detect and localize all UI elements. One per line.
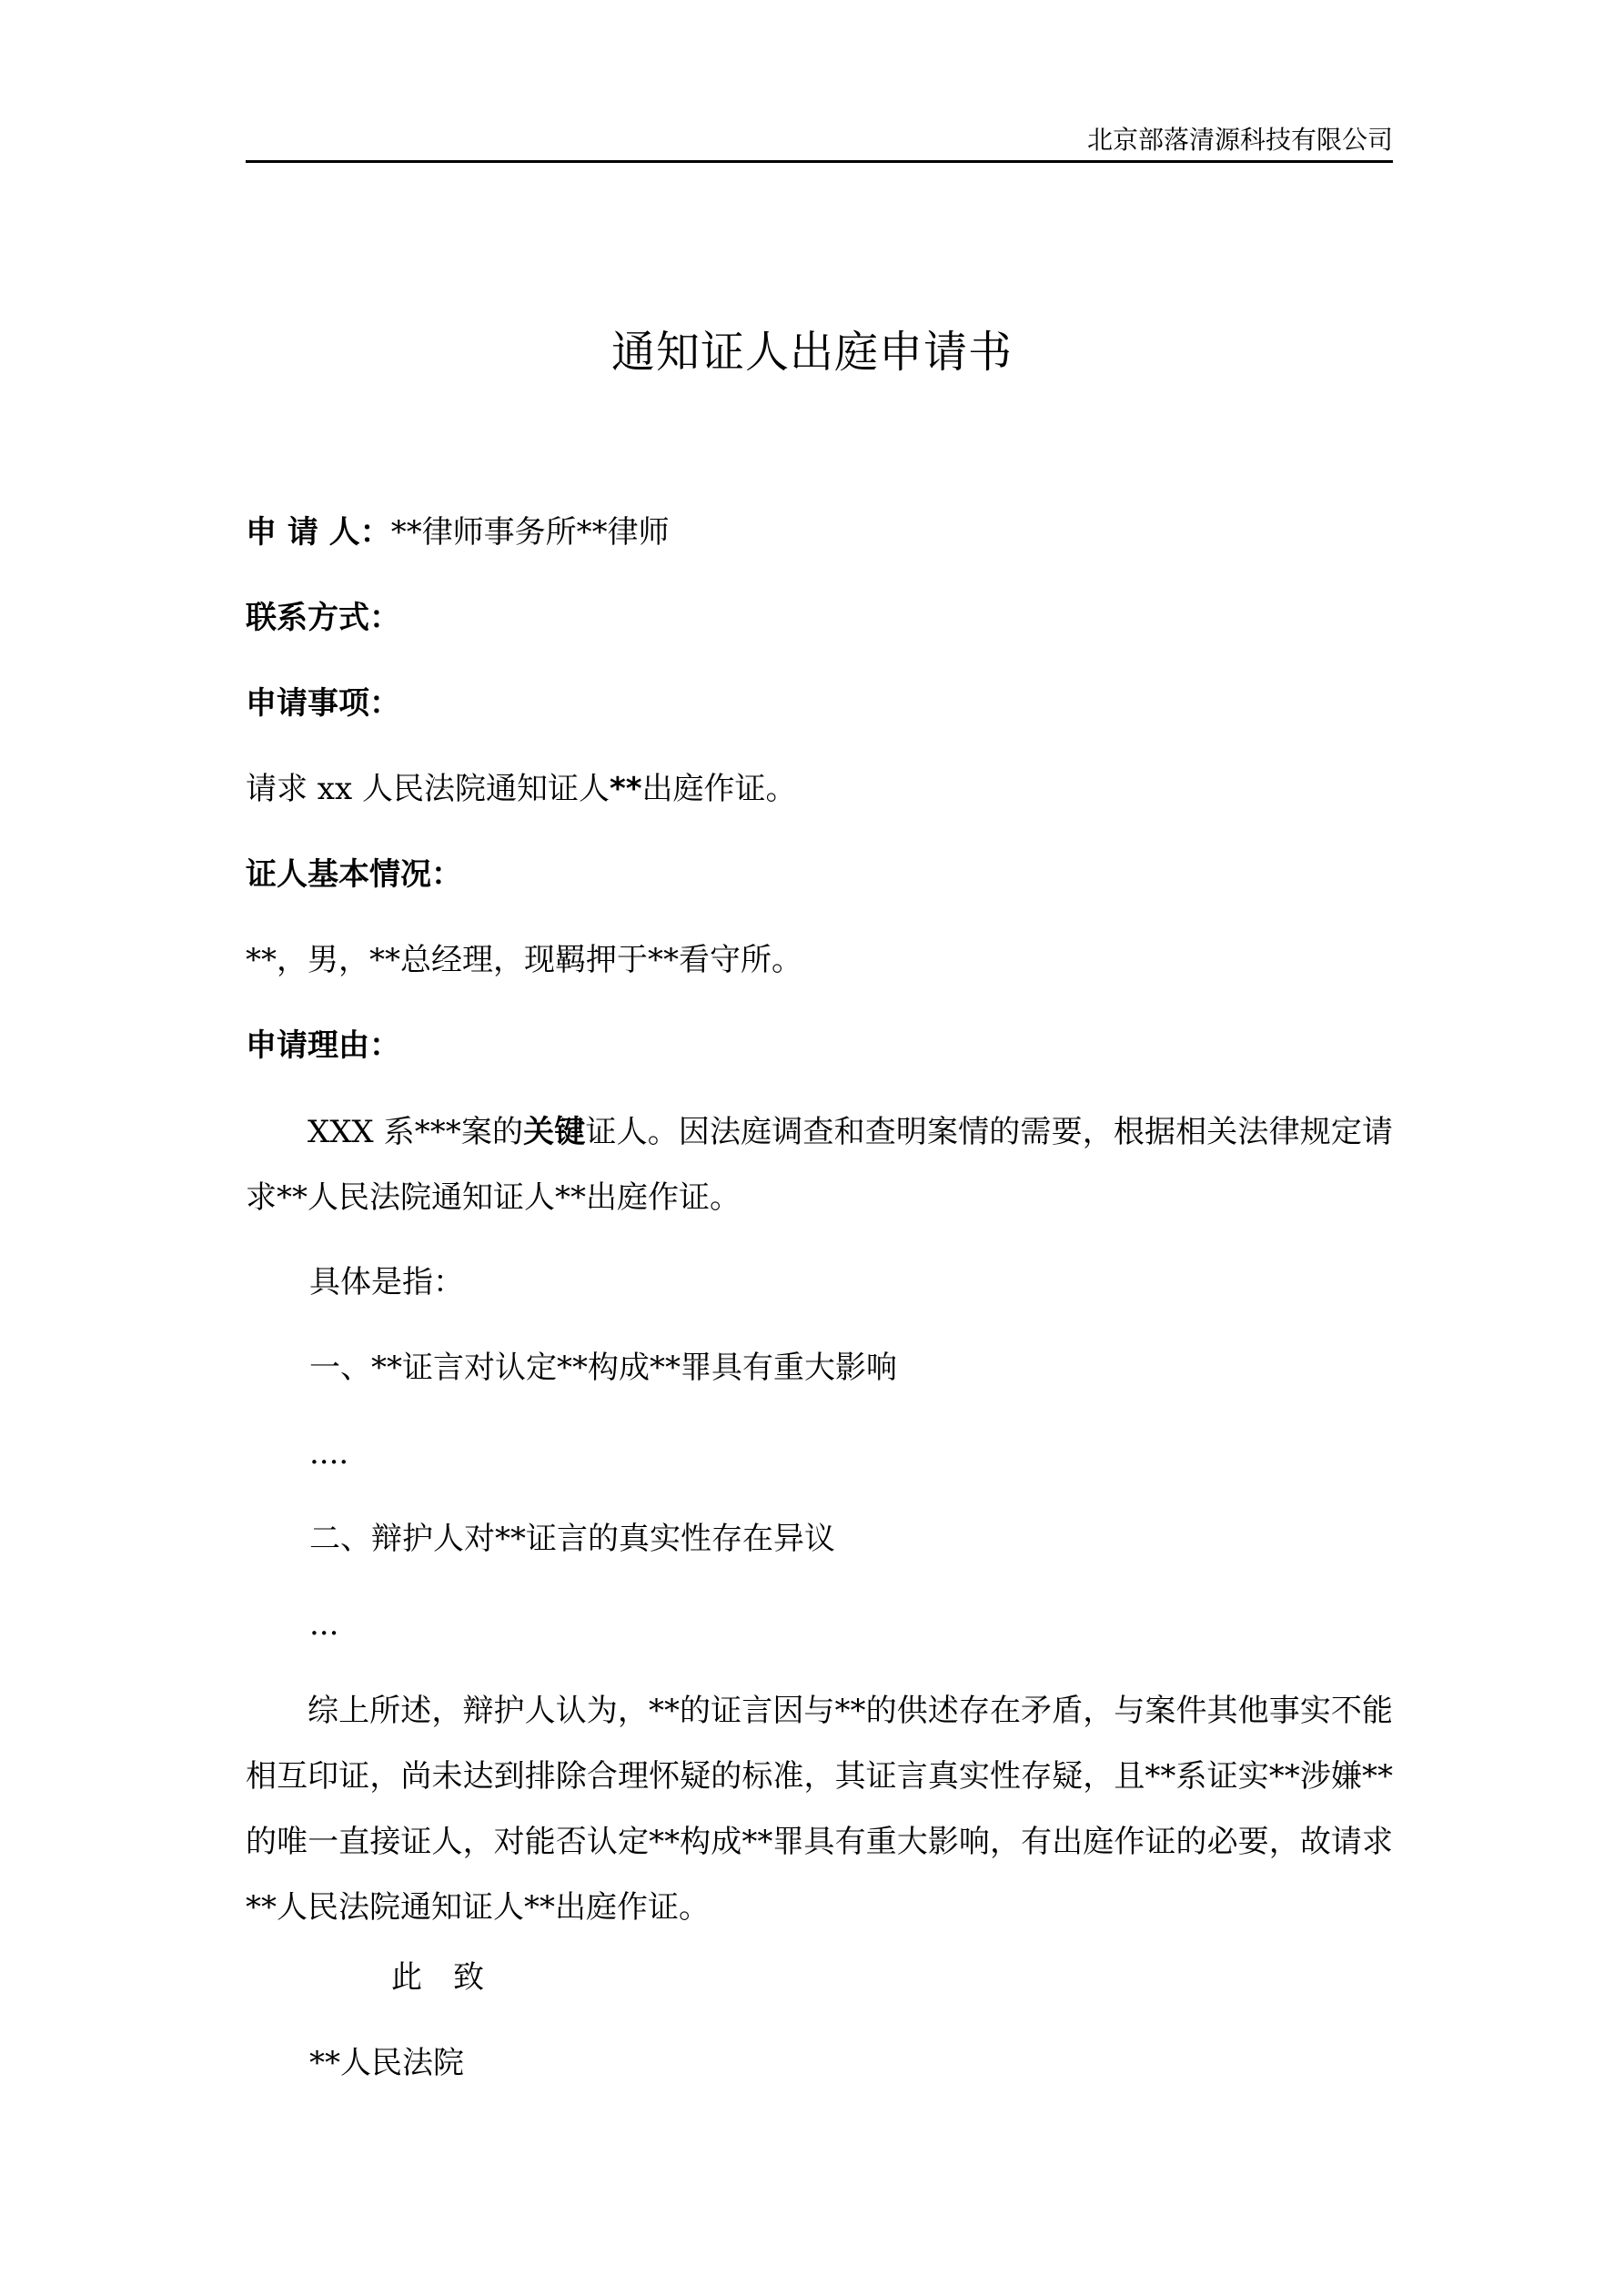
reason-point-1: 一、**证言对认定**构成**罪具有重大影响 (309, 1350, 897, 1386)
witness-text: **，男，**总经理，现羁押于**看守所。 (246, 942, 802, 978)
contact-label: 联系方式： (246, 600, 400, 636)
reason-ellipsis-1: .... (309, 1435, 349, 1472)
closing-recipient: **人民法院 (309, 2045, 464, 2081)
header-company-name: 北京部落清源科技有限公司 (1086, 125, 1393, 155)
reason-p1-suffix: 证人。因法庭调查和查明案情的需要，根据相关法律规定请求**人民法院通知证人**出庭作证。 (246, 1114, 1393, 1216)
reason-p1-bold: 关键 (523, 1114, 586, 1150)
reason-point-2: 二、辩护人对**证言的真实性存在异议 (309, 1521, 835, 1557)
witness-label: 证人基本情况： (246, 856, 462, 893)
reason-specifically: 具体是指： (309, 1264, 464, 1300)
closing-salutation: 此 致 (391, 1959, 484, 1996)
applicant-label: 申 请 人： (246, 514, 391, 551)
reason-label: 申请理由： (246, 1027, 400, 1064)
reason-p1-prefix: XXX 系***案的 (308, 1114, 524, 1150)
applicant-value: **律师事务所**律师 (390, 514, 670, 551)
matter-text (246, 771, 797, 807)
reason-ellipsis-2: ... (309, 1606, 339, 1643)
header-divider (246, 160, 1393, 163)
document-title: 通知证人出庭申请书 (610, 327, 1013, 378)
applicant-line (246, 514, 670, 551)
matter-text-prefix: 请求 xx 人民法院通知证人 (246, 771, 610, 807)
reason-conclusion: 综上所述，辩护人认为，**的证言因与**的供述存在矛盾，与案件其他事实不能相互印证，尚未达到排除合理怀疑的标准，其证言真实性存疑，且**系证实**涉嫌**的唯一直接证人，对能否认定**构成**罪具有重大影响，有出庭作证的必要，故请求**人民法院通知证人**出庭作证。 (246, 1693, 1393, 1926)
matter-label: 申请事项： (246, 685, 400, 722)
reason-paragraph-1 (246, 1099, 1393, 1230)
matter-text-suffix: 出庭作证。 (641, 771, 797, 807)
matter-text-bold: ** (609, 771, 642, 807)
